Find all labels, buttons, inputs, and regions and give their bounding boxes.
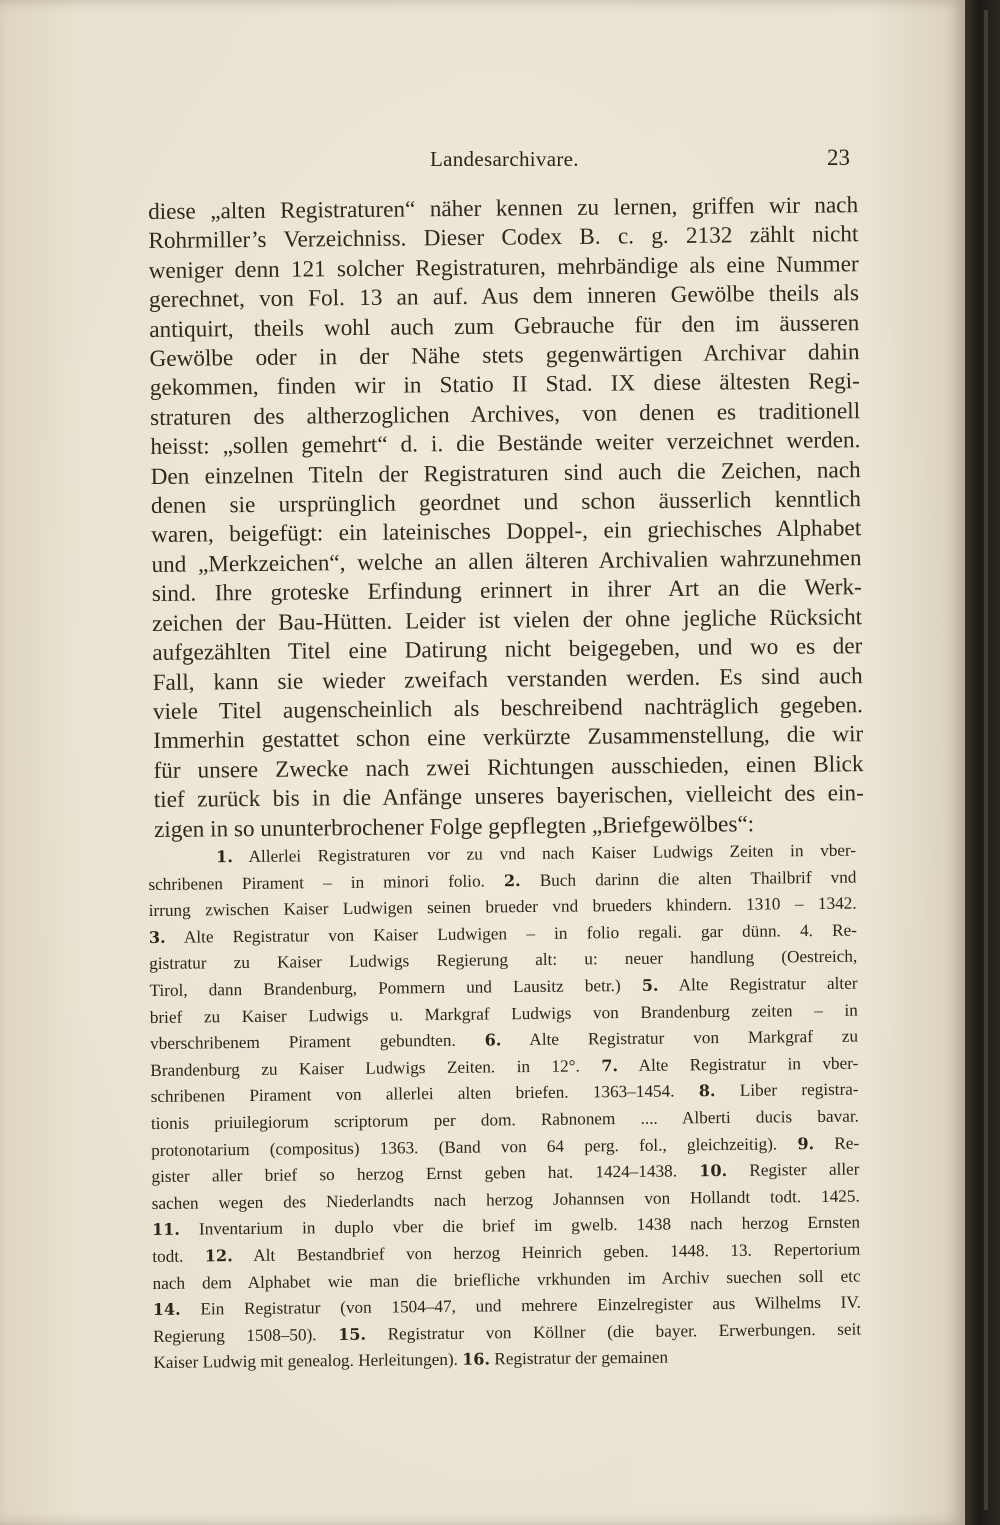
- note-text: Registratur der gemainen: [489, 1347, 669, 1369]
- book-spine: [965, 0, 1000, 1525]
- body-line: straturen des altherzoglichen Archives, von denen es traditionell: [149, 398, 861, 431]
- body-line: zeichen der Bau-Hütten. Leider ist vielen der ohne jegliche Rücksicht: [151, 603, 863, 637]
- body-line: heisst: „sollen gemehrt“ d. i. die Bestände weiter verzeichnet werden.: [150, 427, 861, 461]
- note-text: Liber registra-: [715, 1079, 859, 1101]
- note-text: irrung zwischen Kaiser Ludwigen seinen brueder vnd brueders khindern. 1310 – 1342.: [148, 893, 857, 921]
- note-number: 15.: [338, 1324, 367, 1344]
- body-line: Rohrmiller’s Verzeichniss. Dieser Codex B. c. g. 2132 zählt nicht: [148, 221, 859, 255]
- note-text: brief zu Kaiser Ludwigs u. Markgraf Ludwigs von Brandenburg zeiten – in: [149, 1000, 858, 1027]
- note-number: 5.: [641, 975, 659, 995]
- body-line: diese „alten Registraturen“ näher kennen zu lernen, griffen wir nach: [148, 192, 859, 225]
- note-text: Allerlei Registraturen vor zu vnd nach Kaiser Ludwigs Zeiten in vber-: [232, 840, 857, 867]
- body-line: gerechnet, von Fol. 13 an auf. Aus dem inneren Gewölbe theils als: [148, 280, 860, 314]
- note-text: Brandenburg zu Kaiser Ludwigs Zeiten. in 12°.: [150, 1056, 602, 1080]
- body-line: weniger denn 121 solcher Registraturen, mehrbändige als eine Nummer: [148, 250, 859, 284]
- spine-edge: [984, 10, 988, 1510]
- note-number: 11.: [151, 1220, 180, 1240]
- note-text: Alte Registratur von Kaiser Ludwigen – in folio regali. gar dünn. 4. Re-: [165, 920, 858, 947]
- note-number: 12.: [204, 1246, 233, 1266]
- running-title: Landesarchivare.: [430, 147, 579, 171]
- note-text: Tirol, dann Brandenburg, Pommern und Lausitz betr.): [149, 975, 642, 1000]
- body-line: und „Merkzeichen“, welche an allen älteren Archivalien wahrzunehmen: [151, 545, 862, 578]
- note-text: todt.: [152, 1246, 205, 1266]
- note-number: 1.: [216, 847, 233, 867]
- note-text: sachen wegen des Niederlandts nach herzog Johannsen von Hollandt todt. 1425.: [151, 1186, 860, 1213]
- note-text: schribenen Pirament – in minori folio.: [148, 870, 505, 894]
- note-text: protonotarium (compositus) 1363. (Band von 64 perg. fol., gleichzeitig).: [151, 1133, 798, 1160]
- note-text: Alte Registratur alter: [658, 973, 858, 995]
- note-text: Buch darinn die alten Thailbrif vnd: [520, 867, 857, 890]
- note-text: Alte Registratur von Markgraf zu: [501, 1026, 859, 1050]
- note-number: 7.: [601, 1055, 619, 1076]
- note-text: Kaiser Ludwig mit genealog. Herleitungen).: [153, 1350, 463, 1373]
- body-line: für unsere Zwecke nach zwei Richtungen ausschieden, einen Blick: [153, 750, 864, 784]
- note-number: 3.: [148, 927, 166, 947]
- note-text: Inventarium in duplo vber die brief im gwelb. 1438 nach herzog Ernsten: [179, 1212, 861, 1239]
- note-text: Register aller: [726, 1159, 860, 1181]
- body-line: waren, beigefügt: ein lateinisches Doppel-, ein griechisches Alphabet: [151, 515, 862, 549]
- note-text: gister aller brief so herzog Ernst geben hat. 1424–1438.: [151, 1161, 700, 1187]
- note-number: 10.: [699, 1161, 728, 1181]
- body-line: viele Titel augenscheinlich als beschreibend nachträglich gegeben.: [152, 692, 864, 725]
- body-line: sind. Ihre groteske Erfindung erinnert in ihrer Art an die Werk-: [151, 574, 862, 608]
- note-text: Ein Registratur (von 1504–47, und mehrere Einzelregister aus Wilhelms IV.: [180, 1292, 861, 1319]
- page-number: 23: [827, 145, 850, 170]
- body-line: zigen in so ununterbrochener Folge gepflegten „Briefgewölbes“:: [153, 810, 755, 843]
- body-line: tief zurück bis in die Anfänge unseres bayerischen, vielleicht des ein-: [153, 780, 864, 814]
- note-number: 2.: [503, 870, 521, 890]
- note-text: Re-: [813, 1133, 860, 1153]
- note-text: Regierung 1508–50).: [153, 1324, 339, 1346]
- note-number: 6.: [484, 1030, 502, 1050]
- note-text: Alt Bestandbrief von herzog Heinrich geben. 1448. 13. Repertorium: [232, 1239, 861, 1266]
- note-text: vberschribenem Pirament gebundten.: [149, 1030, 485, 1054]
- note-text: Registratur von Köllner (die bayer. Erwerbungen. seit: [365, 1319, 862, 1344]
- note-number: 8.: [698, 1081, 716, 1101]
- body-line: Gewölbe oder in der Nähe stets gegenwärtigen Archivar dahin: [149, 339, 860, 373]
- page-header: [150, 145, 850, 175]
- body-line: Immerhin gestattet schon eine verkürzte Zusammenstellung, die wir: [153, 721, 864, 755]
- note-text: schribenen Pirament von allerlei alten briefen. 1363–1454.: [150, 1081, 699, 1107]
- note-number: 16.: [462, 1349, 491, 1370]
- body-line: Den einzelnen Titeln der Registraturen sind auch die Zeichen, nach: [150, 456, 861, 490]
- note-number: 14.: [152, 1299, 181, 1320]
- note-number: 9.: [797, 1133, 815, 1153]
- note-text: tionis priuilegiorum scriptorum per dom. Rabnonem .... Alberti ducis bavar.: [150, 1106, 859, 1133]
- note-text: Alte Registratur in vber-: [617, 1053, 859, 1075]
- note-text: gistratur zu Kaiser Ludwigs Regierung alt: u: neuer handlung (Oestreich,: [149, 946, 858, 974]
- body-line: gekommen, finden wir in Statio II Stad. IX diese ältesten Regi-: [149, 368, 860, 402]
- footnote-list: [148, 838, 862, 1377]
- body-line: Fall, kann sie wieder zweifach verstanden werden. Es sind auch: [152, 662, 863, 696]
- body-line: antiquirt, theils wohl auch zum Gebrauche für den im äusseren: [149, 309, 860, 343]
- body-line: denen sie ursprünglich geordnet und schon äusserlich kenntlich: [150, 486, 862, 520]
- body-line: aufgezählten Titel eine Datirung nicht beigegeben, und wo es der: [152, 633, 863, 667]
- note-text: nach dem Alphabet wie man die briefliche vrkhunden im Archiv suechen soll etc: [152, 1266, 861, 1293]
- body-paragraph: [148, 191, 864, 845]
